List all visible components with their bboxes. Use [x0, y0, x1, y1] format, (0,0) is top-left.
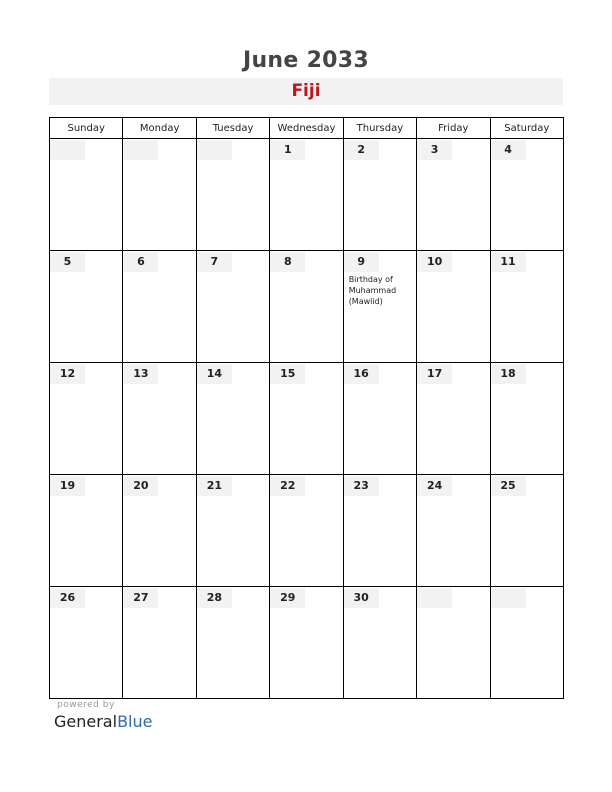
day-cell — [270, 587, 343, 699]
day-cell — [343, 139, 416, 251]
day-cell — [343, 363, 416, 475]
logo-general-text: General — [54, 712, 118, 731]
day-number: 3 — [417, 140, 452, 160]
day-number: 17 — [417, 364, 452, 384]
day-number: 8 — [270, 252, 305, 272]
day-number: 1 — [270, 140, 305, 160]
day-number: 10 — [417, 252, 452, 272]
holiday-event-line: Muhammad — [348, 286, 397, 295]
empty-day-marker — [123, 140, 158, 160]
day-number: 20 — [123, 476, 158, 496]
day-number: 30 — [344, 588, 379, 608]
day-cell — [490, 251, 563, 363]
day-number: 29 — [270, 588, 305, 608]
day-cell — [417, 475, 490, 587]
day-cell — [123, 587, 196, 699]
day-number: 19 — [50, 476, 85, 496]
country-banner — [49, 78, 563, 105]
day-number: 22 — [270, 476, 305, 496]
day-number: 6 — [123, 252, 158, 272]
day-cell — [50, 475, 123, 587]
day-number: 2 — [344, 140, 379, 160]
day-number: 7 — [197, 252, 232, 272]
day-number: 21 — [197, 476, 232, 496]
holiday-event-line: Birthday of — [348, 275, 393, 284]
day-cell — [270, 139, 343, 251]
day-cell — [343, 475, 416, 587]
day-number: 4 — [491, 140, 526, 160]
day-number: 18 — [491, 364, 526, 384]
day-number: 11 — [491, 252, 526, 272]
day-cell — [196, 251, 269, 363]
day-number: 15 — [270, 364, 305, 384]
day-cell — [123, 363, 196, 475]
day-cell — [50, 139, 123, 251]
day-cell — [417, 363, 490, 475]
country-name: Fiji — [291, 81, 321, 101]
day-cell — [196, 139, 269, 251]
empty-day-marker — [197, 140, 232, 160]
logo-blue-text: Blue — [117, 712, 153, 731]
week-row — [50, 587, 564, 699]
day-number: 14 — [197, 364, 232, 384]
calendar-body — [50, 139, 564, 699]
day-cell — [490, 587, 563, 699]
weekday-friday: Friday — [417, 118, 490, 139]
empty-day-marker — [491, 588, 526, 608]
empty-day-marker — [50, 140, 85, 160]
day-cell — [270, 475, 343, 587]
weekday-header-row — [50, 118, 564, 139]
weekday-thursday: Thursday — [343, 118, 416, 139]
day-number: 23 — [344, 476, 379, 496]
weekday-wednesday: Wednesday — [270, 118, 343, 139]
day-cell — [196, 363, 269, 475]
weekday-tuesday: Tuesday — [196, 118, 269, 139]
day-number: 13 — [123, 364, 158, 384]
day-number: 28 — [197, 588, 232, 608]
empty-day-marker — [417, 588, 452, 608]
generalblue-logo[interactable] — [54, 712, 152, 731]
weekday-monday: Monday — [123, 118, 196, 139]
week-row — [50, 363, 564, 475]
day-cell — [123, 139, 196, 251]
week-row — [50, 475, 564, 587]
day-cell — [343, 587, 416, 699]
day-cell — [196, 475, 269, 587]
day-cell — [343, 251, 416, 363]
day-cell — [123, 251, 196, 363]
week-row — [50, 139, 564, 251]
day-number: 9 — [344, 252, 379, 272]
day-number: 27 — [123, 588, 158, 608]
day-cell — [270, 251, 343, 363]
day-cell — [50, 251, 123, 363]
day-cell — [50, 363, 123, 475]
weekday-sunday: Sunday — [50, 118, 123, 139]
day-number: 5 — [50, 252, 85, 272]
day-number: 16 — [344, 364, 379, 384]
day-cell — [417, 251, 490, 363]
day-cell — [270, 363, 343, 475]
day-cell — [196, 587, 269, 699]
day-cell — [417, 587, 490, 699]
weekday-saturday: Saturday — [490, 118, 563, 139]
calendar-title: June 2033 — [242, 48, 370, 73]
week-row — [50, 251, 564, 363]
day-cell — [490, 363, 563, 475]
day-cell — [417, 139, 490, 251]
day-cell — [490, 139, 563, 251]
holiday-event-line: (Mawlid) — [348, 297, 383, 306]
day-number: 25 — [491, 476, 526, 496]
day-cell — [490, 475, 563, 587]
day-cell — [123, 475, 196, 587]
day-number: 26 — [50, 588, 85, 608]
calendar-grid — [49, 117, 564, 699]
powered-by-text: powered by — [57, 700, 115, 710]
day-number: 12 — [50, 364, 85, 384]
day-cell — [50, 587, 123, 699]
day-number: 24 — [417, 476, 452, 496]
